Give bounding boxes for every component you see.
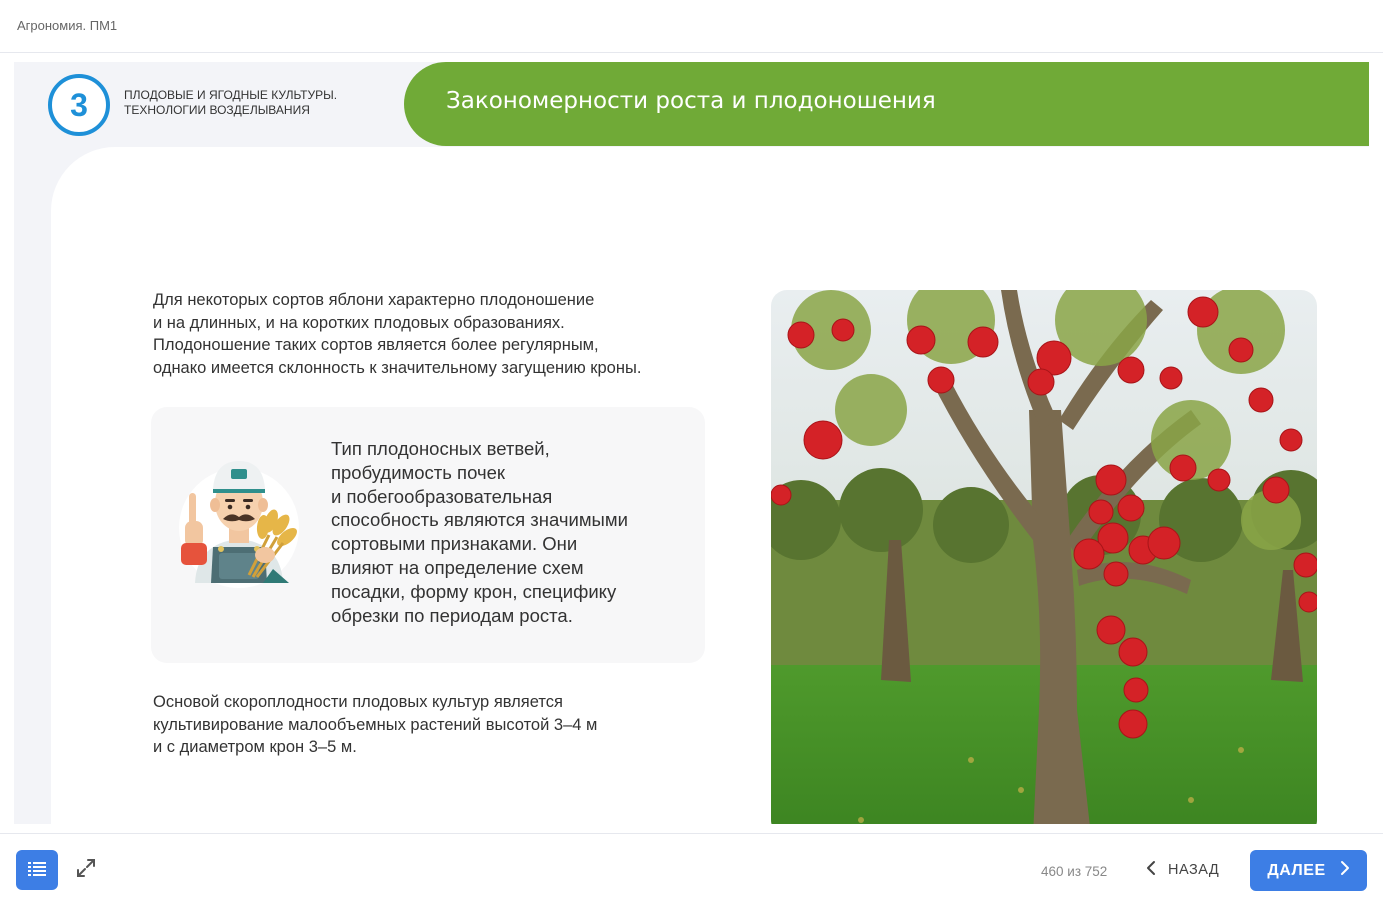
expand-icon [76,858,96,883]
intro-paragraph: Для некоторых сортов яблони характерно плодоношение и на длинных, и на коротких плодовых образованиях. Плодоношение таких сортов является более регулярным, однако имеется склонность к значительному загущению кроны. [153,291,642,377]
module-number-badge [48,74,110,136]
callout-box [151,407,705,663]
back-label: НАЗАД [1168,862,1220,878]
closing-paragraph: Основой скороплодности плодовых культур является культивирование малообъемных растений высотой 3–4 м и с диаметром крон 3–5 м. [153,693,598,756]
apple-tree-photo [771,290,1317,824]
list-icon [28,861,46,880]
page-counter: 460 из 752 [1041,864,1108,879]
chevron-left-icon [1146,860,1156,880]
topic-banner [404,62,1369,146]
top-bar [0,0,1383,53]
chevron-right-icon [1340,860,1350,881]
farmer-illustration [173,443,303,588]
app-title: Агрономия. ПМ1 [17,18,118,33]
menu-button[interactable] [16,850,58,890]
fullscreen-button[interactable] [74,858,98,882]
callout-text: Тип плодоносных ветвей, пробудимость почек и побегообразовательная способность являются значимыми сортовыми признаками. Они влияют на определение схем посадки, форму крон, специфику обрезки по периодам роста. [331,438,628,626]
bottom-bar [0,833,1383,906]
content-card [51,147,1369,824]
slide [14,62,1369,824]
next-button[interactable] [1250,850,1367,891]
module-title: ПЛОДОВЫЕ И ЯГОДНЫЕ КУЛЬТУРЫ. ТЕХНОЛОГИИ ВОЗДЕЛЫВАНИЯ [124,88,338,117]
back-button[interactable] [1140,854,1225,886]
topic-title: Закономерности роста и плодоношения [446,88,936,114]
module-number: 3 [70,86,88,123]
next-label: ДАЛЕЕ [1267,861,1326,879]
